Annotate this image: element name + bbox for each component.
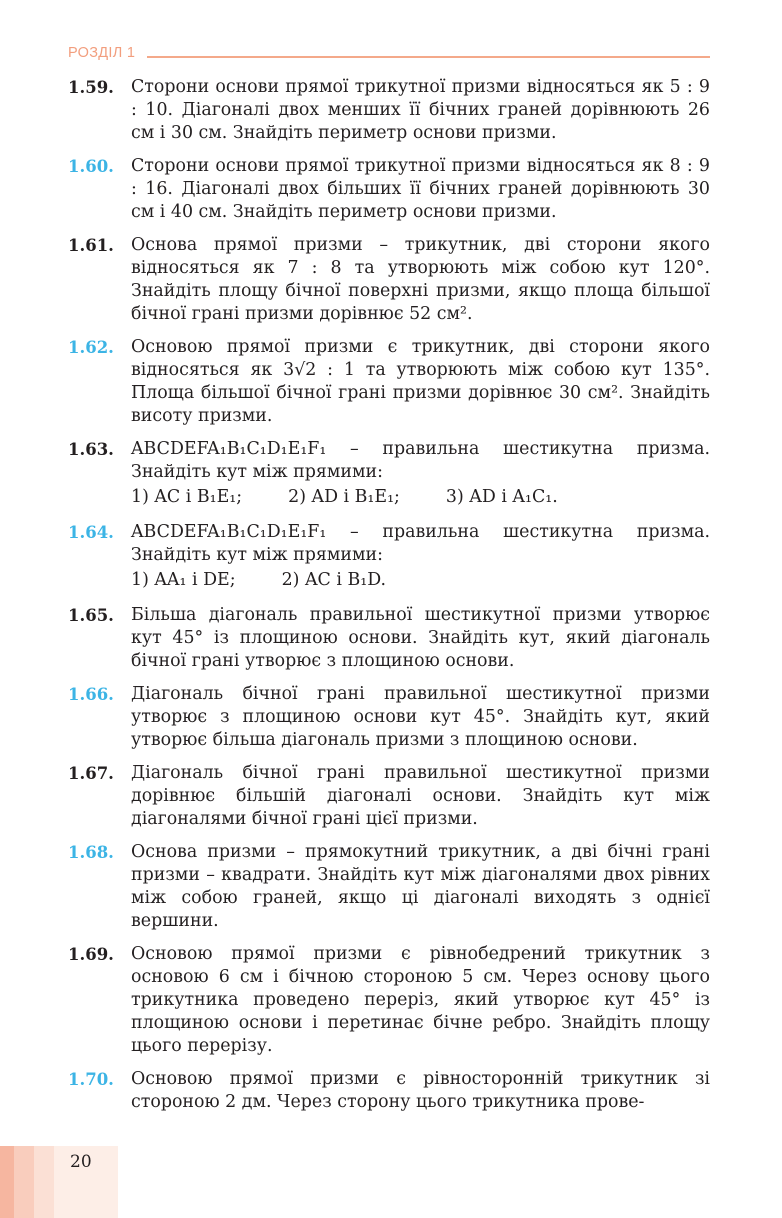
- subproblem: 2) AD і B₁E₁;: [288, 487, 400, 507]
- problem-number: 1.60.: [68, 157, 114, 176]
- problem-number: 1.69.: [68, 945, 114, 964]
- problem-text: Основою прямої призми є трикутник, дві сторони якого відносяться як 3√2 : 1 та утворюють між собою кут 135°. Площа більшої бічної грані призми дорівнює 30 см². Знайдіть висоту призми.: [131, 337, 710, 426]
- problem-number: 1.64.: [68, 523, 114, 542]
- problem-text: Основою прямої призми є рівнобедрений трикутник з основою 6 см і бічною стороною 5 см. Через основу цього трикутника проведено переріз, який утворює кут 45° із площиною основи і перетинає бічне ребро. Знайдіть площу цього перерізу.: [131, 944, 710, 1056]
- problem-number: 1.67.: [68, 764, 114, 783]
- problem-1-70: [68, 1068, 710, 1114]
- problem-1-68: [68, 841, 710, 933]
- problem-1-69: [68, 943, 710, 1058]
- header-rule: [147, 56, 710, 58]
- page-header: [68, 44, 710, 66]
- problem-text: Більша діагональ правильної шестикутної призми утворює кут 45° із площиною основи. Знайдіть кут, який діагональ бічної грані утворює з площиною основи.: [131, 605, 710, 671]
- problem-number: 1.68.: [68, 843, 114, 862]
- problem-1-62: [68, 336, 710, 428]
- problem-text: Основа прямої призми – трикутник, дві сторони якого відносяться як 7 : 8 та утворюють між собою кут 120°. Знайдіть площу бічної поверхні призми, якщо площа більшої бічної грані призми дорівнює 52 см².: [131, 235, 710, 324]
- subproblem-list: [131, 484, 710, 511]
- page-number: 20: [70, 1152, 92, 1172]
- footer-color-bar: [0, 1146, 118, 1218]
- problem-number: 1.61.: [68, 236, 114, 255]
- problem-1-61: [68, 234, 710, 326]
- problem-1-65: [68, 604, 710, 673]
- problem-text: ABCDEFA₁B₁C₁D₁E₁F₁ – правильна шестикутна призма. Знайдіть кут між прямими:: [131, 439, 710, 482]
- problem-number: 1.65.: [68, 606, 114, 625]
- subproblem: 3) AD і A₁C₁.: [445, 487, 558, 507]
- problem-1-64: [68, 521, 710, 594]
- problem-number: 1.66.: [68, 685, 114, 704]
- subproblem-list: [131, 567, 710, 594]
- problem-text: ABCDEFA₁B₁C₁D₁E₁F₁ – правильна шестикутна призма. Знайдіть кут між прямими:: [131, 522, 710, 565]
- problem-number: 1.70.: [68, 1070, 114, 1089]
- problem-text: Сторони основи прямої трикутної призми відносяться як 5 : 9 : 10. Діагоналі двох менших її бічних граней дорівнюють 26 см і 30 см. Знайдіть периметр основи призми.: [131, 77, 710, 143]
- problem-text: Діагональ бічної грані правильної шестикутної призми утворює з площиною основи кут 45°. Знайдіть кут, який утворює більша діагональ призми з площиною основи.: [131, 684, 710, 750]
- problem-text: Основою прямої призми є рівносторонній трикутник зі стороною 2 дм. Через сторону цього трикутника прове-: [131, 1069, 710, 1112]
- problem-list: [68, 76, 710, 1124]
- section-label: РОЗДІЛ 1: [68, 45, 136, 61]
- problem-1-59: [68, 76, 710, 145]
- problem-1-66: [68, 683, 710, 752]
- subproblem: 1) AC і B₁E₁;: [131, 487, 243, 507]
- problem-number: 1.63.: [68, 440, 114, 459]
- problem-1-67: [68, 762, 710, 831]
- problem-number: 1.62.: [68, 338, 114, 357]
- problem-text: Сторони основи прямої трикутної призми відносяться як 8 : 9 : 16. Діагоналі двох більших її бічних граней дорівнюють 30 см і 40 см. Знайдіть периметр основи призми.: [131, 156, 710, 222]
- problem-number: 1.59.: [68, 78, 114, 97]
- problem-text: Основа призми – прямокутний трикутник, а дві бічні грані призми – квадрати. Знайдіть кут між діагоналями двох рівних між собою граней, якщо ці діагоналі виходять з однієї вершини.: [131, 842, 710, 931]
- problem-1-63: [68, 438, 710, 511]
- problem-text: Діагональ бічної грані правильної шестикутної призми дорівнює більшій діагоналі основи. Знайдіть кут між діагоналями бічної грані цієї призми.: [131, 763, 710, 829]
- problem-1-60: [68, 155, 710, 224]
- subproblem: 1) AA₁ і DE;: [131, 570, 236, 590]
- subproblem: 2) AC і B₁D.: [281, 570, 387, 590]
